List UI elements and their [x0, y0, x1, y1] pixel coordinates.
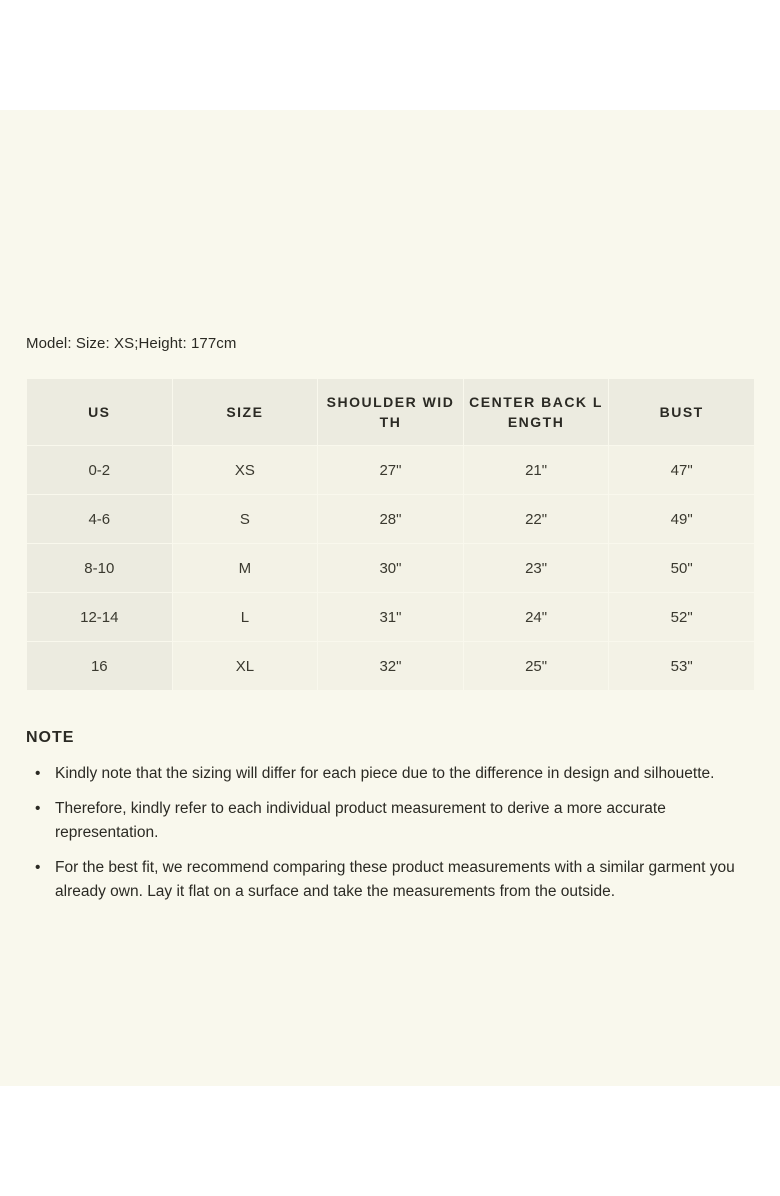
cell-size: M: [172, 544, 318, 593]
cell-bust: 47": [609, 446, 755, 495]
cell-center-back-length: 25": [463, 642, 609, 691]
column-header-us: US: [27, 379, 173, 446]
table-row: [27, 642, 755, 691]
table-row: [27, 593, 755, 642]
note-text: For the best fit, we recommend comparing these product measurements with a similar garment you already own. Lay it flat on a surface and take the measurements from the outside.: [55, 859, 735, 900]
cell-size: XS: [172, 446, 318, 495]
list-item: [26, 762, 756, 786]
note-text: Therefore, kindly refer to each individual product measurement to derive a more accurate representation.: [55, 800, 666, 841]
cell-shoulder-width: 32": [318, 642, 464, 691]
cell-size: S: [172, 495, 318, 544]
bullet-icon: •: [35, 800, 41, 817]
cell-center-back-length: 24": [463, 593, 609, 642]
cell-shoulder-width: 31": [318, 593, 464, 642]
table-row: [27, 495, 755, 544]
table-row: [27, 446, 755, 495]
cell-size: XL: [172, 642, 318, 691]
table-header-row: [27, 379, 755, 446]
note-heading: NOTE: [26, 729, 75, 746]
list-item: [26, 856, 756, 904]
cell-bust: 49": [609, 495, 755, 544]
bullet-icon: •: [35, 859, 41, 876]
cell-bust: 53": [609, 642, 755, 691]
cell-shoulder-width: 27": [318, 446, 464, 495]
column-header-size: SIZE: [172, 379, 318, 446]
cell-us: 12-14: [27, 593, 173, 642]
list-item: [26, 797, 756, 845]
cell-shoulder-width: 30": [318, 544, 464, 593]
cell-us: 0-2: [27, 446, 173, 495]
cell-shoulder-width: 28": [318, 495, 464, 544]
cell-size: L: [172, 593, 318, 642]
bullet-icon: •: [35, 765, 41, 782]
cell-bust: 50": [609, 544, 755, 593]
cell-us: 8-10: [27, 544, 173, 593]
cell-center-back-length: 22": [463, 495, 609, 544]
column-header-shoulder-width: SHOULDER WIDTH: [318, 379, 464, 446]
column-header-center-back-length: CENTER BACK LENGTH: [463, 379, 609, 446]
cell-center-back-length: 21": [463, 446, 609, 495]
cell-bust: 52": [609, 593, 755, 642]
column-header-bust: BUST: [609, 379, 755, 446]
cell-us: 16: [27, 642, 173, 691]
cell-center-back-length: 23": [463, 544, 609, 593]
model-info: Model: Size: XS;Height: 177cm: [26, 335, 237, 352]
table-row: [27, 544, 755, 593]
note-text: Kindly note that the sizing will differ for each piece due to the difference in design and silhouette.: [55, 765, 715, 782]
size-chart-table: [26, 378, 755, 691]
cell-us: 4-6: [27, 495, 173, 544]
note-list: [26, 762, 756, 915]
size-guide-panel: [0, 110, 780, 1086]
